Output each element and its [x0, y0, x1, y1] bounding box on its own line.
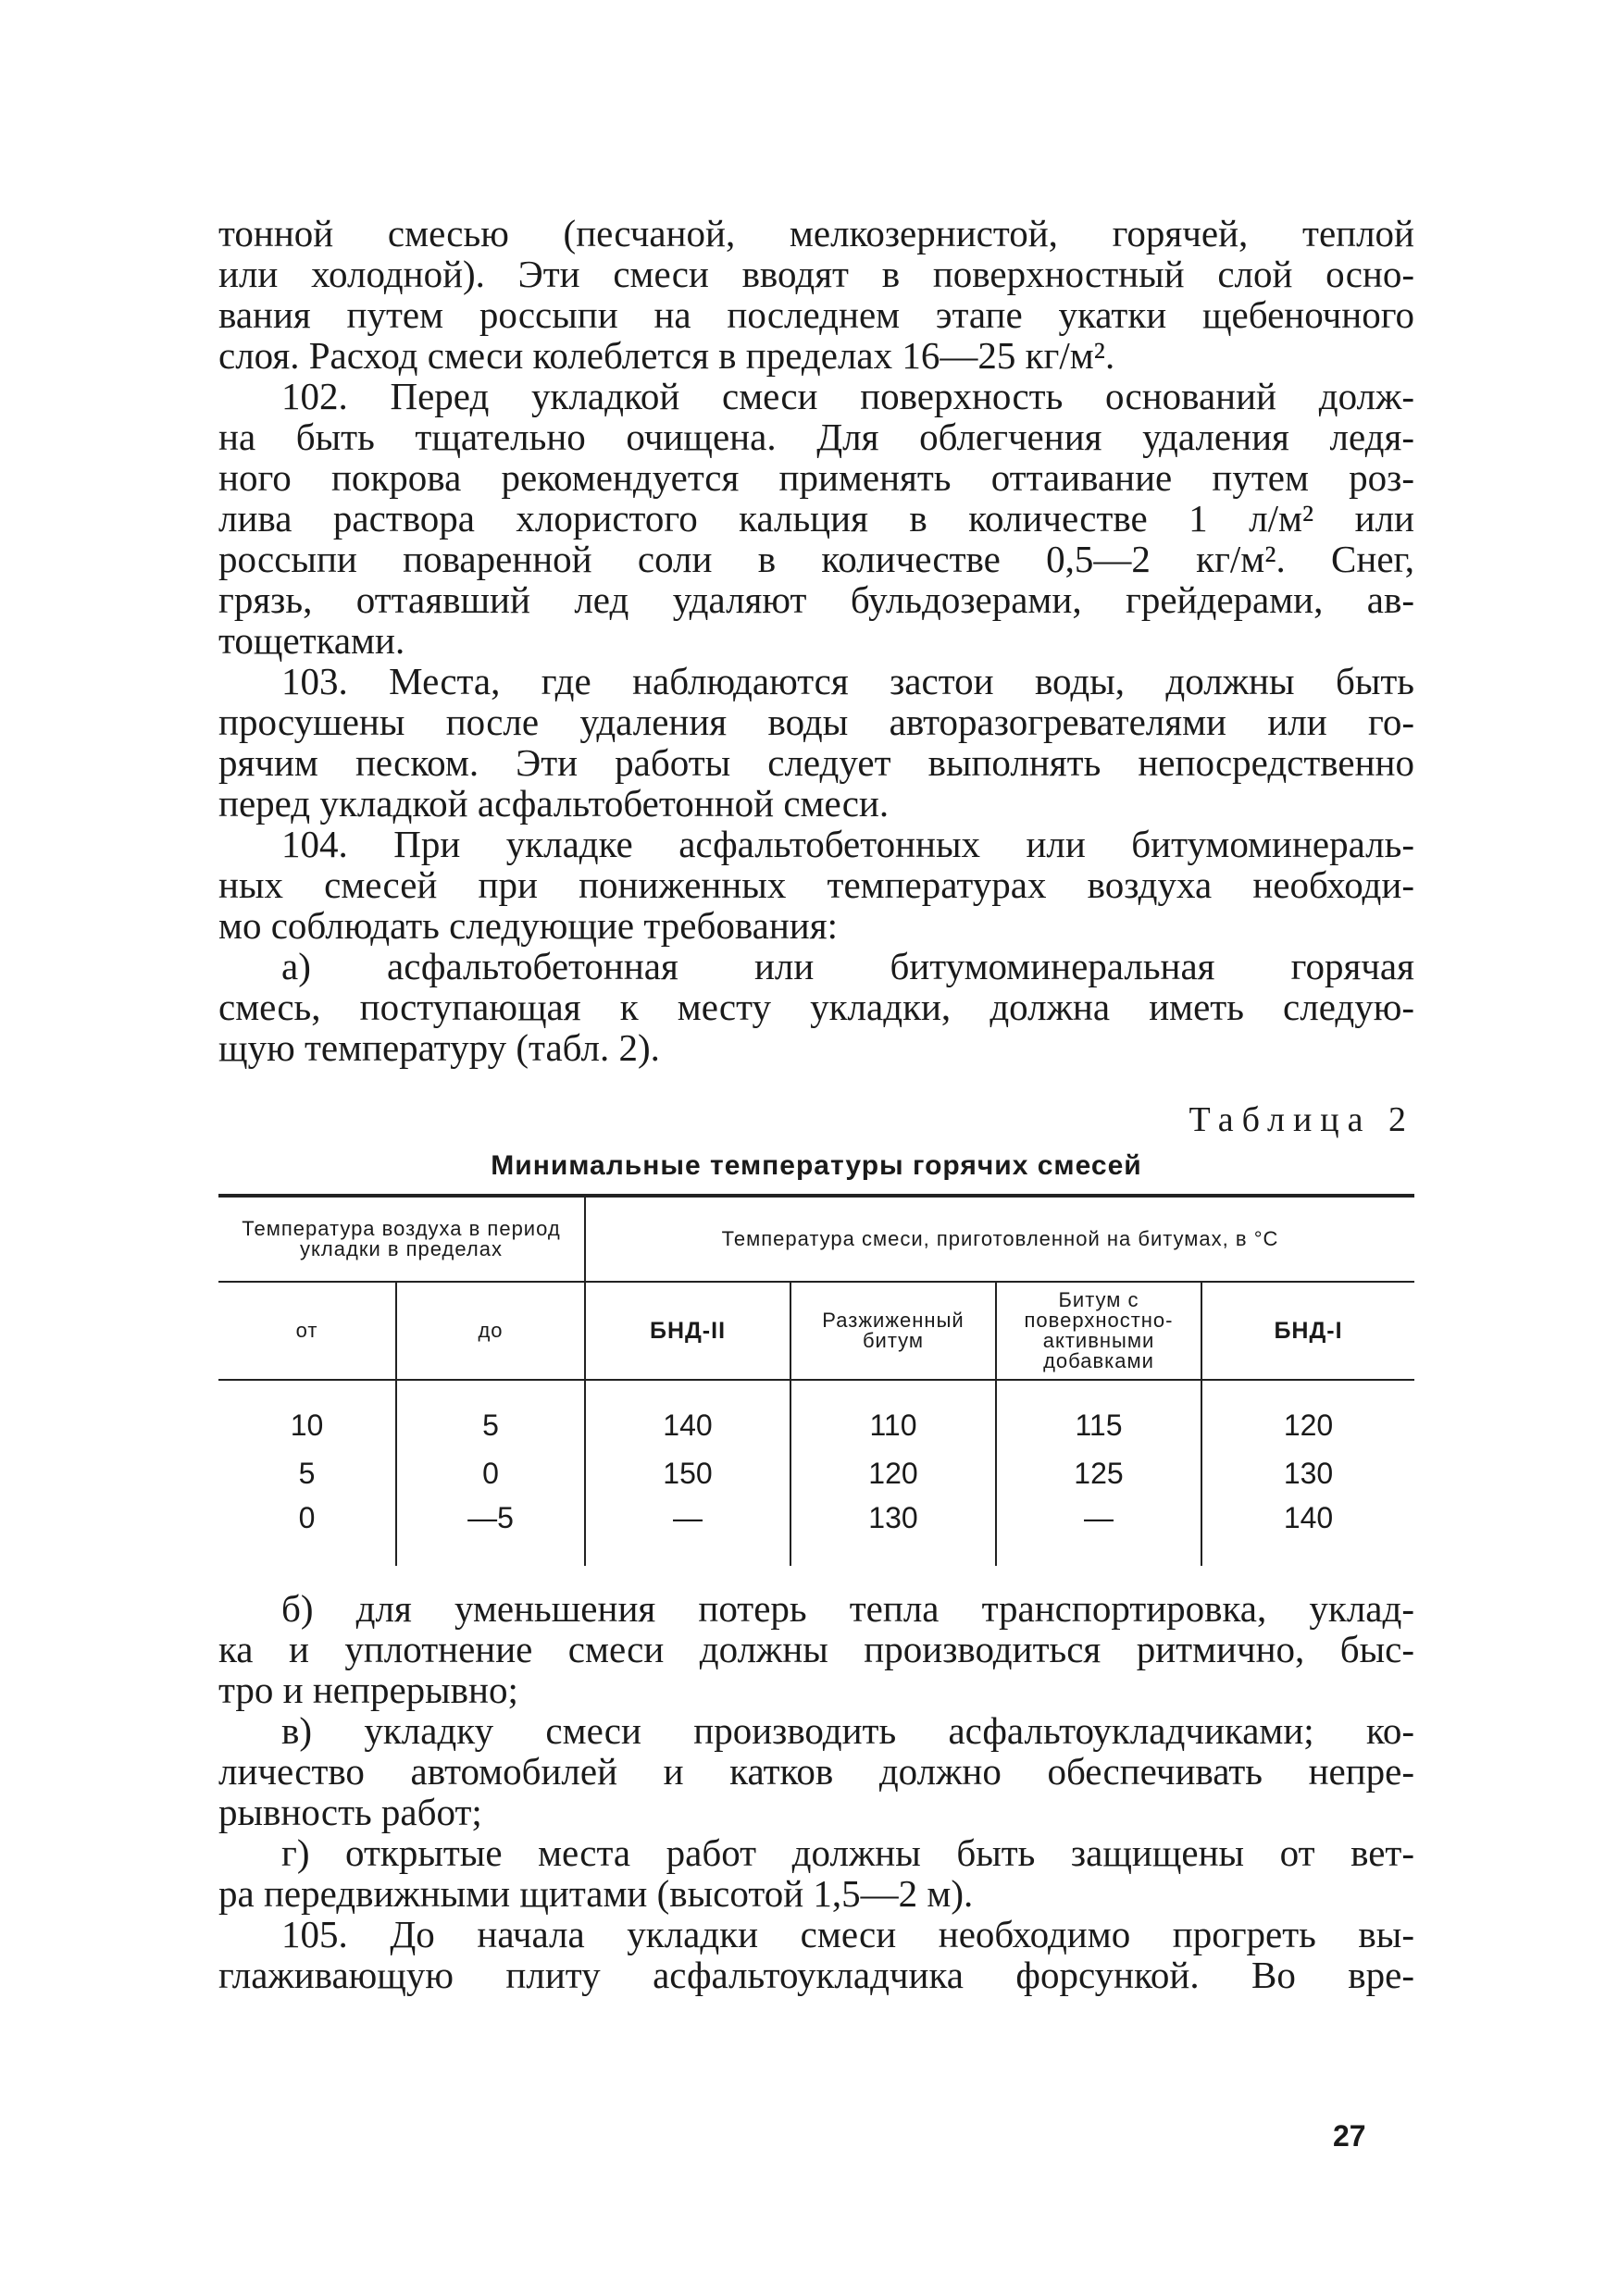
text-line: ных смесей при пониженных температурах воздуха необходи-: [218, 863, 1414, 906]
paragraph-105: [218, 1914, 1414, 1995]
text-line: глаживающую плиту асфальтоукладчика форсункой. Во вре-: [218, 1954, 1414, 1996]
paragraph-intro: [218, 213, 1414, 376]
table-cell: 125: [996, 1449, 1201, 1497]
header-to: до: [396, 1282, 585, 1380]
table-cell: 130: [790, 1497, 996, 1566]
text-line: рывность работ;: [218, 1791, 482, 1833]
table-cell: 150: [585, 1449, 790, 1497]
text-line: лива раствора хлористого кальция в количестве 1 л/м² или: [218, 497, 1414, 540]
table-cell: 130: [1201, 1449, 1414, 1497]
text-line: 104. При укладке асфальтобетонных или битумоминераль-: [281, 823, 1414, 865]
table-cell: 140: [585, 1380, 790, 1449]
text-line: россыпи поваренной соли в количестве 0,5—2 кг/м². Снег,: [218, 538, 1414, 580]
table-cell: 140: [1201, 1497, 1414, 1566]
text-line: слоя. Расход смеси колеблется в пределах 16—25 кг/м².: [218, 334, 1115, 377]
header-surfactant-bitumen: Битум с поверхностно-активными добавками: [996, 1282, 1201, 1380]
table-row: [218, 1380, 1414, 1449]
paragraph-item-a: [218, 946, 1414, 1068]
table-cell: 110: [790, 1380, 996, 1449]
table-row: [218, 1497, 1414, 1566]
text-line: на быть тщательно очищена. Для облегчения удаления ледя-: [218, 416, 1414, 458]
table-title: Минимальные температуры горячих смесей: [491, 1150, 1142, 1181]
table-cell: 120: [790, 1449, 996, 1497]
paragraph-102: [218, 376, 1414, 661]
temperature-table: [218, 1194, 1414, 1566]
text-line: ра передвижными щитами (высотой 1,5—2 м).: [218, 1872, 974, 1915]
text-line: щую температуру (табл. 2).: [218, 1026, 660, 1069]
table-cell: 115: [996, 1380, 1201, 1449]
table-cell: 5: [298, 1456, 316, 1490]
text-line: ного покрова рекомендуется применять оттаивание путем роз-: [218, 456, 1414, 499]
text-line: 103. Места, где наблюдаются застои воды, должны быть: [281, 660, 1414, 702]
text-line: вания путем россыпи на последнем этапе укатки щебеночного: [218, 293, 1414, 336]
text-line: смесь, поступающая к месту укладки, должна иметь следую-: [218, 986, 1414, 1028]
header-liquefied-bitumen: Разжиженный битум: [790, 1282, 996, 1380]
table-cell: 10: [290, 1408, 324, 1442]
text-line: 105. До начала укладки смеси необходимо прогреть вы-: [281, 1913, 1414, 1955]
table-cell: 5: [396, 1380, 585, 1449]
header-bnd-ii: БНД-II: [585, 1282, 790, 1380]
table-cell: —: [996, 1497, 1201, 1566]
text-line: тонной смесью (песчаной, мелкозернистой, горячей, теплой: [218, 212, 1414, 254]
text-line: б) для уменьшения потерь тепла транспортировка, уклад-: [281, 1587, 1414, 1630]
text-line: мо соблюдать следующие требования:: [218, 904, 838, 947]
table-label: Таблица 2: [1189, 1100, 1414, 1139]
header-from: от: [218, 1282, 396, 1380]
header-bnd-i: БНД-I: [1201, 1282, 1414, 1380]
table-cell: —5: [396, 1497, 585, 1566]
paragraph-103: [218, 661, 1414, 824]
text-line: тро и непрерывно;: [218, 1669, 518, 1711]
text-line: личество автомобилей и катков должно обеспечивать непре-: [218, 1750, 1414, 1793]
text-line: просушены после удаления воды авторазогревателями или го-: [218, 701, 1414, 743]
text-line: рячим песком. Эти работы следует выполнять непосредственно: [218, 741, 1414, 784]
text-line: ка и уплотнение смеси должны производиться ритмично, быс-: [218, 1628, 1414, 1670]
text-line: или холодной). Эти смеси вводят в поверхностный слой осно-: [218, 253, 1414, 295]
text-line: г) открытые места работ должны быть защищены от вет-: [281, 1831, 1414, 1874]
table-cell: 0: [298, 1501, 316, 1534]
table-cell: 0: [396, 1449, 585, 1497]
text-line: в) укладку смеси производить асфальтоукладчиками; ко-: [281, 1709, 1414, 1752]
text-line: 102. Перед укладкой смеси поверхность оснований долж-: [281, 375, 1414, 417]
paragraph-104: [218, 824, 1414, 946]
paragraph-item-g: [218, 1832, 1414, 1914]
table-cell: 120: [1201, 1380, 1414, 1449]
table-row: [218, 1449, 1414, 1497]
text-line: перед укладкой асфальтобетонной смеси.: [218, 782, 890, 825]
table-cell: —: [585, 1497, 790, 1566]
paragraph-item-v: [218, 1710, 1414, 1832]
header-air-temperature: Температура воздуха в период укладки в пределах: [218, 1196, 585, 1282]
paragraph-item-b: [218, 1588, 1414, 1710]
text-line: тощетками.: [218, 619, 405, 662]
text-line: а) асфальтобетонная или битумоминеральная горячая: [281, 945, 1414, 987]
text-line: грязь, оттаявший лед удаляют бульдозерами, грейдерами, ав-: [218, 578, 1414, 621]
page-number: 27: [1333, 2119, 1366, 2153]
header-mix-temperature: Температура смеси, приготовленной на битумах, в °С: [585, 1196, 1414, 1282]
